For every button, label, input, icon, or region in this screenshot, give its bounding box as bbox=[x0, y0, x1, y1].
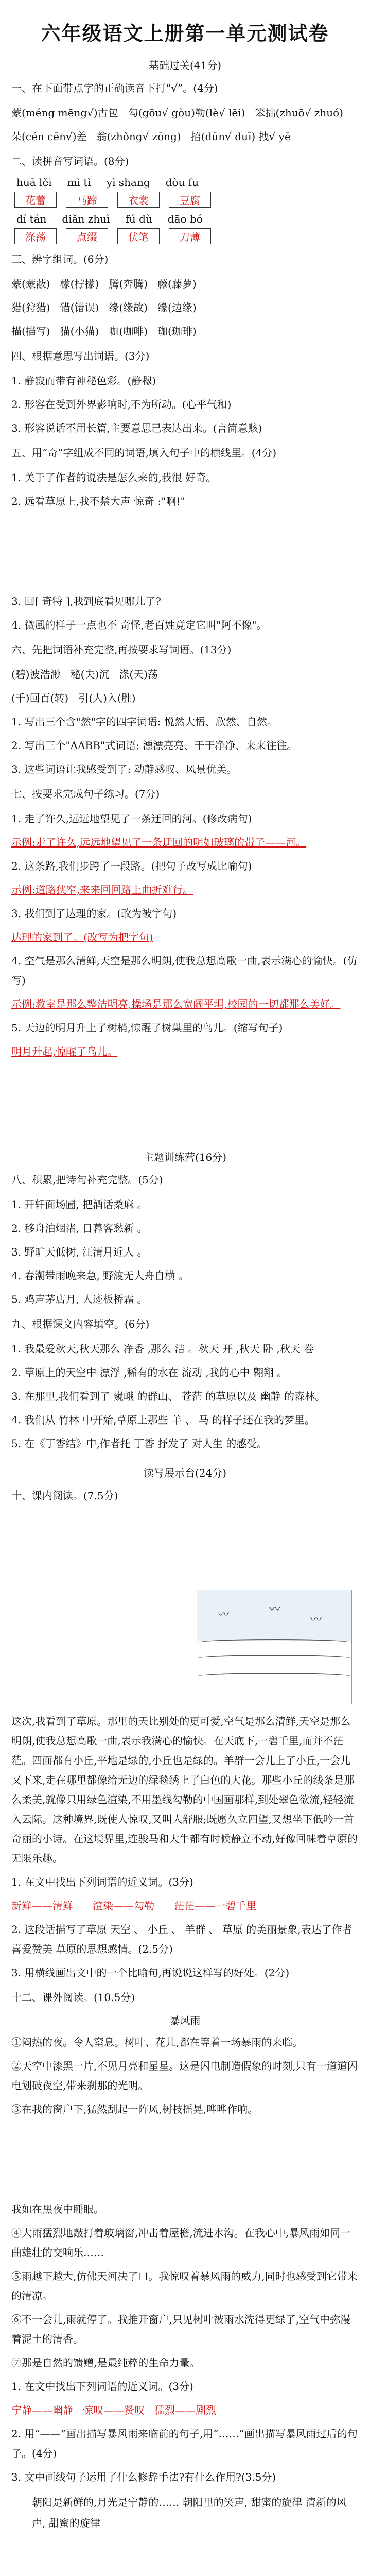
q3-row2: 猎(狩猎) 错(错误) 缘(缘故) 缘(边缘) bbox=[11, 301, 197, 314]
hill-line-icon bbox=[197, 1655, 351, 1662]
q5-item3: 3. 回[ 奇特 ],我到底看见哪儿了? bbox=[11, 595, 161, 607]
q7-text: 七、按要求完成句子练习。(7分) bbox=[11, 788, 160, 800]
q1-row2: 朵(cén cēn√)差 翁(zhǒng√ zōng) 招(dūn√ duī) 拽√ yē bbox=[11, 130, 291, 143]
q7-item4: 4. 空气是那么清鲜,天空是那么明朗,使我总想高歌一曲,表示满心的愉快。(仿写) bbox=[11, 955, 358, 987]
article-p5: ④大雨猛烈地敲打着玻璃窗,冲击着屋檐,流进水沟。在我心中,暴风雨如同一曲雄壮的交响乐…… bbox=[11, 2227, 351, 2259]
grassland-illustration bbox=[197, 1590, 352, 1704]
q2-text: 二、读拼音写词语。(8分) bbox=[11, 155, 129, 167]
blank-space bbox=[11, 1065, 359, 1138]
q5-text: 五、用“奇”字组成不同的词语,填入句子中的横线里。(4分) bbox=[11, 447, 277, 459]
q3-row3: 描(描写) 猫(小猫) 咖(咖啡) 珈(珈琲) bbox=[11, 325, 197, 337]
article-p8: ⑦那是自然的馈赠,是最纯粹的生命力量。 bbox=[11, 2357, 200, 2369]
article-p7: ⑥不一会儿,雨就停了。我推开窗户,只见树叶被雨水洗得更绿了,空气中弥漫着泥土的清香。 bbox=[11, 2313, 351, 2345]
blank-space bbox=[11, 2538, 359, 2576]
q10-item1: 1. 在文中找出下列词语的近义词。(3分) bbox=[11, 1876, 193, 1888]
answer-box-8: 刀薄 bbox=[169, 228, 211, 244]
reading-passage: 这次,我看到了草原。那里的天比别处的更可爱,空气是那么清鲜,天空是那么明朗,使我总想高歌一曲,表示我满心的愉快。在天底下,一碧千里,而并不茫茫。四面都有小丘,平地是绿的,小丘也是绿的。羊群一会儿上了小丘,一会儿又下来,走在哪里都像给无边的绿毯绣上了白色的大花。那些小丘的线条是那么柔美,就像只用绿色渲染,不用墨线勾勒的中国画那样,到处翠色欲流,轻轻流入云际。这种境界,既使人惊叹,又叫人舒服;既愿久立四望,又想坐下低吟一首奇丽的小诗。在这境界里,连骏马和大牛都有时候静立不动,好像回味着草原的无限乐趣。 bbox=[11, 1715, 358, 1865]
bird-icon: 〰 bbox=[269, 1603, 281, 1616]
pinyin-1: huā lěi bbox=[16, 176, 52, 189]
answer-box-5: 涤荡 bbox=[14, 228, 57, 244]
pinyin-8: dāo bó bbox=[167, 213, 203, 225]
pinyin-2: mì tì bbox=[67, 176, 91, 189]
q7-answer3: 达理的家到了。(改写为把字句) bbox=[11, 931, 153, 943]
q11-item2: 2. 用“——”画出描写暴风雨来临前的句子,用“……”画出描写暴风雨过后的句子。(4分) bbox=[11, 2428, 358, 2460]
q9-item3: 3. 在那里,我们看到了 巍峨 的群山、 苍茫 的草原以及 幽静 的森林。 bbox=[11, 1390, 325, 1402]
answer-box-7: 伏笔 bbox=[117, 228, 160, 244]
q3-row1: 蒙(蒙蔽) 檬(柠檬) 腾(奔腾) 藤(藤萝) bbox=[11, 278, 197, 290]
q7-item5: 5. 天边的明月升上了树梢,惊醒了树巢里的鸟儿。(缩写句子) bbox=[11, 1022, 283, 1034]
blank-space bbox=[11, 1511, 359, 1583]
page-title: 六年级语文上册第一单元测试卷 bbox=[41, 22, 329, 45]
q7-answer4: 示例:教室是那么整洁明亮,操场是那么宽阔平坦,校园的一切都那么美好。 bbox=[11, 998, 341, 1010]
article-title: 暴风雨 bbox=[169, 2014, 201, 2027]
article-p1: ①闷热的夜。令人窒息。树叶、花儿,都在等着一场暴雨的来临。 bbox=[11, 2036, 303, 2048]
q7-item1: 1. 走了许久,远远地望见了一条迂回的河。(修改病句) bbox=[11, 812, 252, 825]
q4-item1: 1. 静寂而带有神秘色彩。(静穆) bbox=[11, 375, 156, 387]
q11-text: 十二、课外阅读。(10.5分) bbox=[11, 1991, 135, 2004]
q5-item4: 4. 微風的样子一点也不 奇怪,老百姓竟定它叫"阿不像"。 bbox=[11, 619, 267, 631]
q9-item1: 1. 我最爱秋天,秋天那么 净香 ,那么 洁 。秋天 开 ,秋天 卧 ,秋天 卷 bbox=[11, 1343, 314, 1355]
q8-item5: 5. 鸡声茅店月, 人迹板桥霜 。 bbox=[11, 1293, 148, 1306]
q2-box-row-2 bbox=[11, 228, 359, 244]
q9-item4: 4. 我们从 竹林 中开始,草原上那些 羊 、 马 的样子还在我的梦里。 bbox=[11, 1414, 315, 1426]
q7-answer5: 明月升起,惊醒了鸟儿。 bbox=[11, 1045, 118, 1058]
q7-item2: 2. 这条路,我们步跨了一段路。(把句子改写成比喻句) bbox=[11, 860, 252, 872]
article-p4: 我如在黑夜中睡眼。 bbox=[11, 2203, 104, 2215]
poem-block: 朝阳是新鲜的,月光是宁静的…… 朝阳里的笑声, 甜蜜的旋律 清新的风声, 甜蜜的旋律 bbox=[32, 2496, 347, 2529]
q6-row2: (千)回百(转) 引(人)入(胜) bbox=[11, 692, 136, 704]
pinyin-3: yì shang bbox=[106, 176, 150, 189]
pinyin-5: dí tán bbox=[16, 213, 47, 225]
answer-box-6: 点缀 bbox=[66, 228, 108, 244]
q7-item3: 3. 我们到了达理的家。(改为被字句) bbox=[11, 907, 177, 920]
q1-text: 一、在下面带点字的正确读音下打“√”。(4分) bbox=[11, 82, 218, 94]
q8-item2: 2. 移舟泊烟渚, 日暮客愁新 。 bbox=[11, 1222, 148, 1234]
section-basic-heading: 基础过关(41分) bbox=[148, 59, 222, 72]
blank-space bbox=[11, 515, 359, 587]
q10-item2: 2. 这段话描写了草原 天空 、 小丘 、 羊群 、 草原 的美丽景象,表达了作者 喜爱赞美 草原的思想感情。(2.5分) bbox=[11, 1923, 356, 1955]
q6-item3: 3. 这些词语让我感受到了: 动静感叹、风景优美。 bbox=[11, 763, 237, 775]
bird-icon: 〰 bbox=[310, 1614, 322, 1626]
q8-text: 八、积累,把诗句补充完整。(5分) bbox=[11, 1174, 163, 1186]
q7-answer2: 示例:道路狭窄,来来回回路上曲折难行。 bbox=[11, 884, 193, 896]
q10-answer1: 新鲜——清鲜 渲染——勾勒 茫茫——一碧千里 bbox=[11, 1900, 257, 1912]
pinyin-7: fú dù bbox=[125, 213, 152, 225]
q8-item1: 1. 开轩面场圃, 把酒话桑麻 。 bbox=[11, 1198, 148, 1211]
q5-item1: 1. 关于了作者的说法是怎么来的,我很 好奇。 bbox=[11, 471, 217, 484]
q8-item3: 3. 野旷天低树, 江清月近人 。 bbox=[11, 1246, 148, 1258]
q6-item1: 1. 写出三个含"然"字的四字词语: 悦然大悟、欣然、自然。 bbox=[11, 716, 277, 728]
answer-box-4: 豆腐 bbox=[169, 192, 211, 208]
q11-item3: 3. 文中画线句子运用了什么修辞手法?有什么作用?(3.5分) bbox=[11, 2471, 276, 2483]
q2-box-row-1 bbox=[11, 192, 359, 208]
article-p6: ⑤雨越下越大,仿佛天河决了口。我惊叹着暴风雨的威力,同时也感受到它带来的清凉。 bbox=[11, 2270, 358, 2302]
q7-answer1: 示例:走了许久,远远地望见了一条迂回的明如玻璃的带子——河。 bbox=[11, 836, 307, 849]
q9-text: 九、根据课文内容填空。(6分) bbox=[11, 1318, 150, 1330]
answer-box-2: 马蹄 bbox=[66, 192, 108, 208]
hill-line-icon bbox=[197, 1639, 351, 1647]
q2-pinyin-row-1 bbox=[11, 176, 359, 189]
q6-row1: (碧)波浩渺 秘(夫)沉 涤(天)荡 bbox=[11, 668, 158, 681]
article-p2: ②天空中漆黑一片,不见月亮和星星。这是闪电制造假象的时刻,只有一道道闪电划破夜空,带来刹那的光明。 bbox=[11, 2060, 358, 2092]
q6-item2: 2. 写出三个"AABB"式词语: 漂漂亮亮、干干净净、来来往往。 bbox=[11, 739, 297, 752]
q4-item3: 3. 形容说话不用长篇,主要意思已表达出来。(言简意赅) bbox=[11, 422, 262, 434]
hill-line-icon bbox=[197, 1673, 351, 1680]
bird-icon: 〰 bbox=[218, 1608, 230, 1621]
q11-answer1: 宁静——幽静 惊叹——赞叹 猛烈——剧烈 bbox=[11, 2404, 217, 2416]
blank-space bbox=[11, 2123, 359, 2195]
q2-pinyin-row-2 bbox=[11, 213, 359, 225]
pinyin-6: diǎn zhuì bbox=[62, 213, 110, 225]
q9-item2: 2. 草原上的天空中 漂浮 ,稀有的水在 流动 ,我的心中 翱翔 。 bbox=[11, 1366, 288, 1379]
answer-box-3: 衣裳 bbox=[117, 192, 160, 208]
q11-item1: 1. 在文中找出下列词语的近义词。(3分) bbox=[11, 2380, 193, 2393]
section-topic-heading: 主题训练营(16分) bbox=[143, 1151, 227, 1163]
q4-text: 四、根据意思写出词语。(3分) bbox=[11, 350, 150, 362]
q4-item2: 2. 形容在受到外界影响时,不为所动。(心平气和) bbox=[11, 398, 232, 411]
q10-text: 十、课内阅读。(7.5分) bbox=[11, 1489, 118, 1502]
section-reading-heading: 读写展示台(24分) bbox=[143, 1467, 227, 1479]
pinyin-4: dòu fu bbox=[165, 176, 199, 189]
q8-item4: 4. 春潮带雨晚来急, 野渡无人舟自横 。 bbox=[11, 1269, 189, 1282]
q10-item3: 3. 用横线画出文中的一个比喻句,再说说这样写的好处。(2分) bbox=[11, 1967, 290, 1979]
q5-item2: 2. 远看草原上,我不禁大声 惊奇 :"啊!" bbox=[11, 495, 185, 507]
answer-box-1: 花蕾 bbox=[14, 192, 57, 208]
q9-item5: 5. 在《丁香结》中,作者托 丁香 抒发了 对人生 的感受。 bbox=[11, 1437, 268, 1450]
q3-text: 三、辨字组词。(6分) bbox=[11, 253, 109, 265]
q1-row1: 蒙(méng mēng√)古包 勾(gōu√ gòu)勒(lè√ lēi) 笨拙(zhuō√ zhuó) bbox=[11, 107, 343, 119]
q6-text: 六、先把词语补充完整,再按要求写词语。(13分) bbox=[11, 643, 232, 656]
article-p3: ③在我的窗户下,猛然刮起一阵风,树枝摇晃,哗哗作响。 bbox=[11, 2103, 258, 2115]
